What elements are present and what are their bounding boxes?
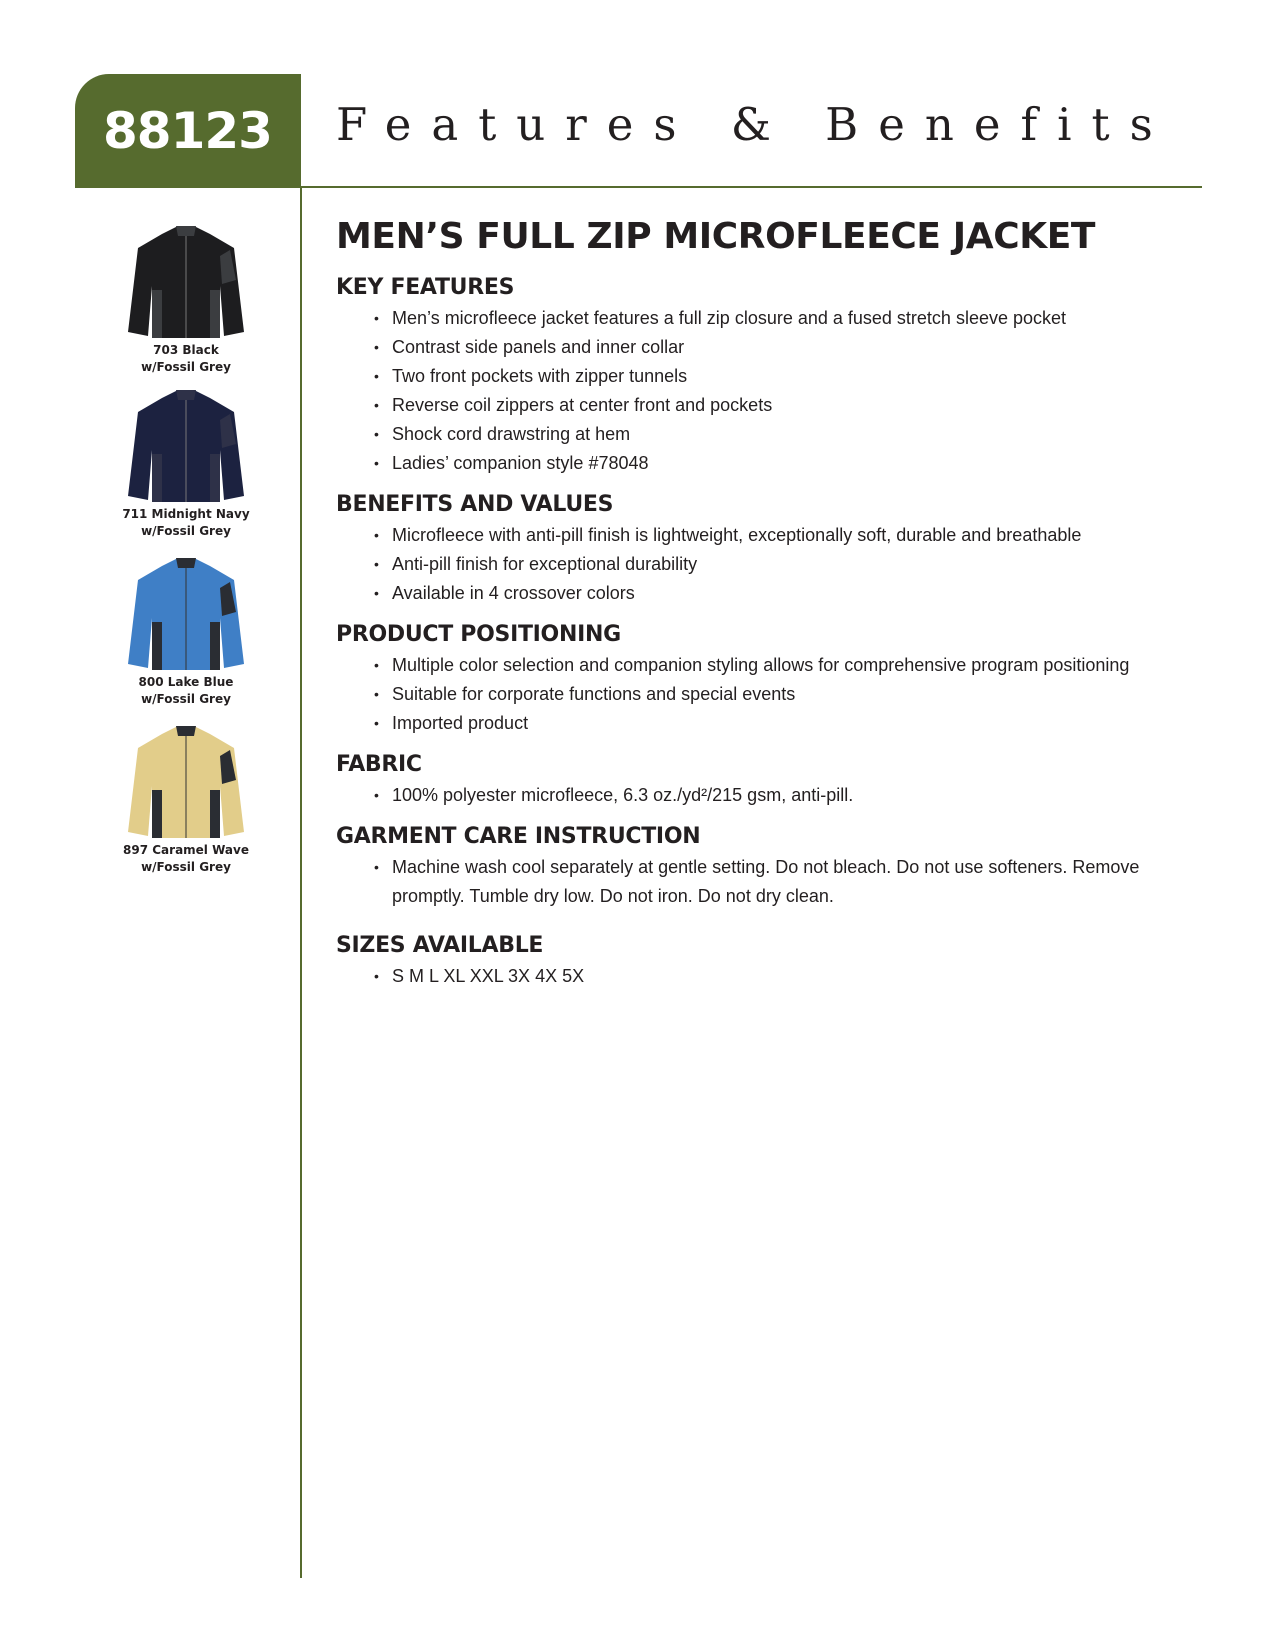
- section-benefits-and-values: [336, 492, 1176, 608]
- list-item: • S M L XL XXL 3X 4X 5X: [374, 962, 1176, 991]
- header-divider: [75, 186, 1202, 188]
- swatch-lake-blue: [118, 552, 254, 708]
- section-heading: SIZES AVAILABLE: [336, 933, 544, 958]
- list-item: • Machine wash cool separately at gentle setting. Do not bleach. Do not use softeners. Remove promptly. Tumble dry low. Do not iron. Do not dry clean.: [374, 853, 1176, 911]
- section-heading: KEY FEATURES: [336, 275, 515, 300]
- section-heading: PRODUCT POSITIONING: [336, 622, 621, 647]
- bullet-list: [336, 853, 1176, 911]
- swatch-caption: 897 Caramel Wave w/Fossil Grey: [123, 843, 249, 874]
- section-heading: BENEFITS AND VALUES: [336, 492, 614, 517]
- swatch-caption: 711 Midnight Navy w/Fossil Grey: [122, 507, 250, 538]
- swatch-caption: 800 Lake Blue w/Fossil Grey: [138, 675, 234, 706]
- jacket-image: [122, 384, 250, 504]
- bullet-list: [336, 521, 1176, 608]
- list-item: • 100% polyester microfleece, 6.3 oz./yd²/215 gsm, anti-pill.: [374, 781, 1176, 810]
- list-item: • Ladies’ companion style #78048: [374, 449, 1176, 478]
- jacket-image: [122, 220, 250, 340]
- list-item: • Reverse coil zippers at center front and pockets: [374, 391, 1176, 420]
- swatch-black: [118, 220, 254, 376]
- list-item: • Multiple color selection and companion styling allows for comprehensive program positioning: [374, 651, 1176, 680]
- bullet-list: [336, 651, 1176, 738]
- page-title: Features & Benefits: [336, 98, 1173, 151]
- bullet-list: [336, 304, 1176, 478]
- section-heading: GARMENT CARE INSTRUCTION: [336, 824, 701, 849]
- section-heading: FABRIC: [336, 752, 422, 777]
- section-product-positioning: [336, 622, 1176, 738]
- section-key-features: [336, 275, 1176, 478]
- main-content: [336, 216, 1176, 1005]
- list-item: • Microfleece with anti-pill finish is lightweight, exceptionally soft, durable and breathable: [374, 521, 1176, 550]
- section-fabric: [336, 752, 1176, 810]
- list-item: • Available in 4 crossover colors: [374, 579, 1176, 608]
- section-garment-care: [336, 824, 1176, 911]
- swatch-midnight-navy: [118, 384, 254, 540]
- list-item: • Men’s microfleece jacket features a full zip closure and a fused stretch sleeve pocket: [374, 304, 1176, 333]
- sidebar-divider: [300, 186, 302, 1578]
- swatch-caption: 703 Black w/Fossil Grey: [141, 343, 231, 374]
- swatch-caramel-wave: [118, 720, 254, 876]
- bullet-list: [336, 962, 1176, 991]
- style-number: 88123: [103, 102, 272, 160]
- section-sizes-available: [336, 933, 1176, 991]
- list-item: • Anti-pill finish for exceptional durability: [374, 550, 1176, 579]
- jacket-image: [122, 552, 250, 672]
- list-item: • Suitable for corporate functions and special events: [374, 680, 1176, 709]
- style-number-badge: [75, 74, 301, 187]
- product-title: MEN’S FULL ZIP MICROFLEECE JACKET: [336, 216, 1096, 257]
- list-item: • Imported product: [374, 709, 1176, 738]
- bullet-list: [336, 781, 1176, 810]
- list-item: • Shock cord drawstring at hem: [374, 420, 1176, 449]
- list-item: • Contrast side panels and inner collar: [374, 333, 1176, 362]
- jacket-image: [122, 720, 250, 840]
- list-item: • Two front pockets with zipper tunnels: [374, 362, 1176, 391]
